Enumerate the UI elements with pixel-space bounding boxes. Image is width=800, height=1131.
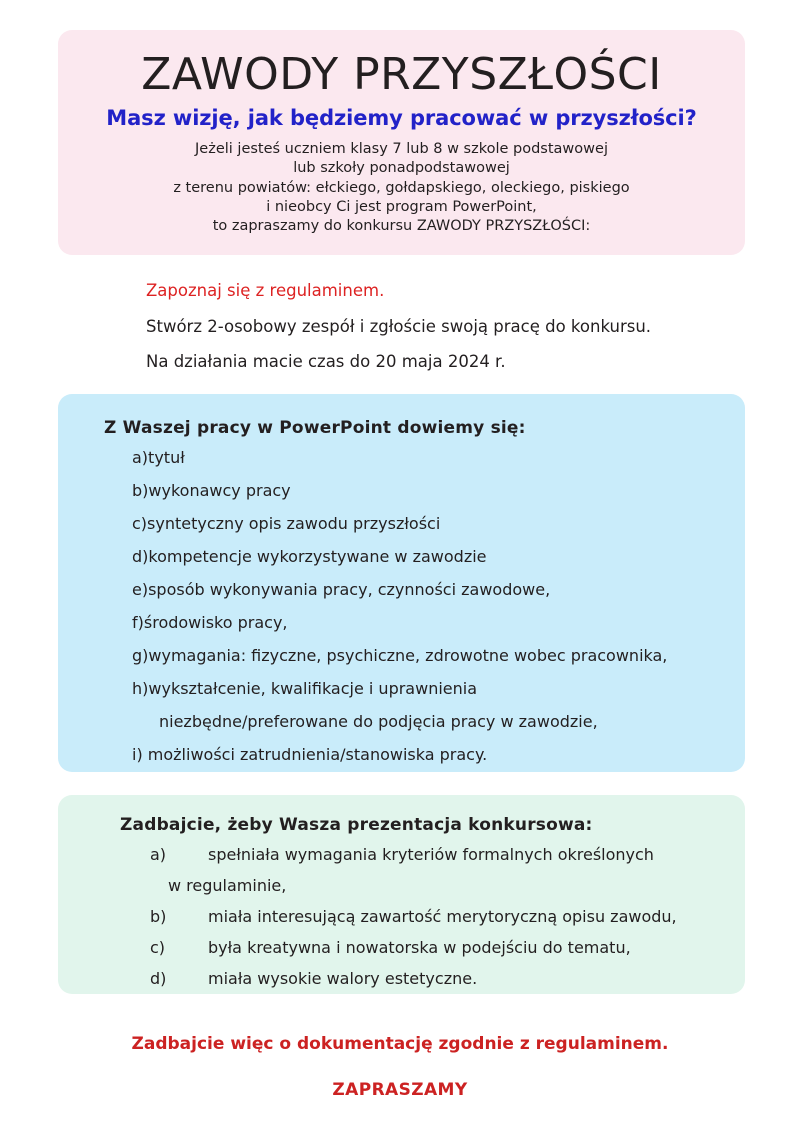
list-item — [132, 483, 725, 499]
list-marker: c) — [150, 938, 166, 957]
header-panel — [58, 30, 745, 255]
list-item — [132, 582, 725, 598]
instruction-deadline: Na działania macie czas do 20 maja 2024 r. — [146, 352, 506, 371]
list-item — [132, 681, 725, 697]
presentation-contents-panel — [58, 394, 745, 772]
list-item-continuation — [132, 714, 725, 730]
list-text: środowisko pracy, — [143, 613, 288, 632]
list-marker: e) — [132, 580, 149, 599]
intro-line: i nieobcy Ci jest program PowerPoint, — [266, 199, 537, 216]
list-item — [150, 909, 725, 925]
list-text: syntetyczny opis zawodu przyszłości — [147, 514, 441, 533]
list-item — [132, 747, 725, 763]
list-text: miała wysokie walory estetyczne. — [208, 969, 478, 988]
list-text: wykształcenie, kwalifikacje i uprawnienia — [148, 679, 478, 698]
green-panel-heading: Zadbajcie, żeby Wasza prezentacja konkursowa: — [120, 815, 593, 835]
intro-line: z terenu powiatów: ełckiego, gołdapskiego, oleckiego, piskiego — [173, 179, 630, 196]
eligibility-intro — [76, 140, 727, 236]
page-title: ZAWODY PRZYSZŁOŚCI — [141, 49, 662, 100]
list-item — [150, 971, 725, 987]
list-text: sposób wykonywania pracy, czynności zawodowe, — [148, 580, 551, 599]
list-text: spełniała wymagania kryteriów formalnych określonych — [208, 845, 654, 864]
list-item — [132, 549, 725, 565]
footer-cta: ZAPRASZAMY — [332, 1080, 468, 1100]
list-item-continuation — [150, 878, 725, 894]
intro-line: to zapraszamy do konkursu ZAWODY PRZYSZŁOŚCI: — [212, 218, 591, 235]
blue-panel-list — [104, 450, 725, 763]
blue-panel-heading: Z Waszej pracy w PowerPoint dowiemy się: — [104, 418, 526, 438]
list-marker: d) — [132, 547, 149, 566]
page-subtitle: Masz wizję, jak będziemy pracować w przyszłości? — [106, 106, 697, 131]
instructions-block — [146, 283, 746, 390]
list-marker: a) — [132, 448, 149, 467]
list-item — [132, 450, 725, 466]
list-marker: c) — [132, 514, 148, 533]
list-text: była kreatywna i nowatorska w podejściu do tematu, — [208, 938, 631, 957]
list-marker: h) — [132, 679, 149, 698]
list-marker: b) — [150, 907, 167, 926]
intro-line: lub szkoły ponadpodstawowej — [293, 160, 510, 177]
list-text: miała interesującą zawartość merytoryczną opisu zawodu, — [208, 907, 677, 926]
list-item — [150, 940, 725, 956]
list-text: tytuł — [148, 448, 185, 467]
list-marker: b) — [132, 481, 149, 500]
list-text: wymagania: fizyczne, psychiczne, zdrowotne wobec pracownika, — [148, 646, 668, 665]
list-marker: g) — [132, 646, 149, 665]
instruction-team: Stwórz 2-osobowy zespół i zgłoście swoją pracę do konkursu. — [146, 316, 652, 336]
list-marker: d) — [150, 969, 167, 988]
list-marker: i) — [132, 745, 143, 764]
green-panel-list — [120, 847, 725, 987]
evaluation-criteria-panel — [58, 795, 745, 994]
list-marker: f) — [132, 613, 144, 632]
intro-line: Jeżeli jesteś uczniem klasy 7 lub 8 w szkole podstawowej — [195, 141, 608, 158]
list-marker: a) — [150, 845, 167, 864]
list-item — [132, 648, 725, 664]
footer-documentation-note: Zadbajcie więc o dokumentację zgodnie z regulaminem. — [131, 1034, 669, 1054]
list-text: w regulaminie, — [168, 876, 287, 895]
list-item — [150, 847, 725, 863]
list-text: niezbędne/preferowane do podjęcia pracy w zawodzie, — [159, 712, 598, 731]
instruction-regulations: Zapoznaj się z regulaminem. — [146, 281, 385, 300]
list-text: możliwości zatrudnienia/stanowiska pracy. — [142, 745, 488, 764]
list-text: wykonawcy pracy — [148, 481, 291, 500]
list-item — [132, 516, 725, 532]
list-text: kompetencje wykorzystywane w zawodzie — [148, 547, 487, 566]
list-item — [132, 615, 725, 631]
